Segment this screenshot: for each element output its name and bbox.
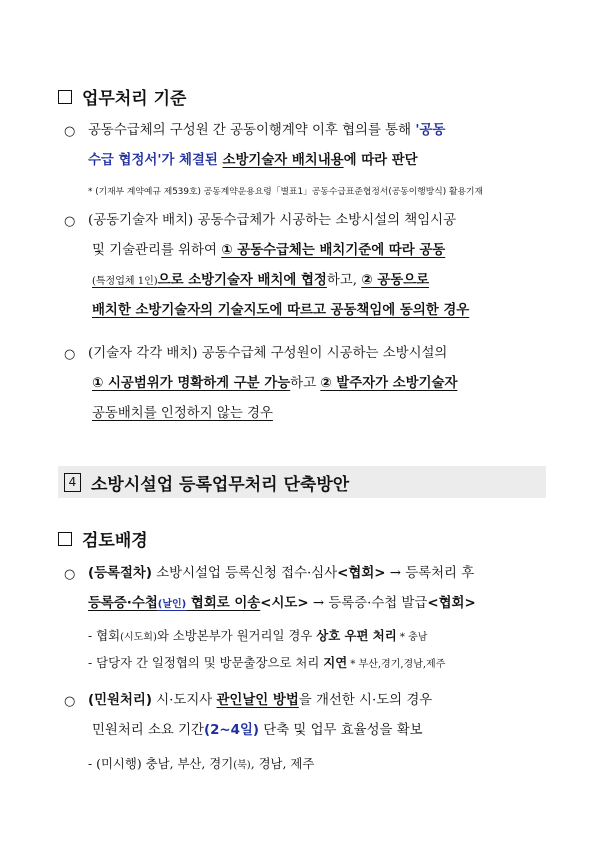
checkbox-square-icon xyxy=(58,90,72,104)
paragraph-line: 수급 협정서'가 체결된 소방기술자 배치내용에 따라 판단 xyxy=(88,153,418,168)
bullet-circle-icon: ○ xyxy=(64,124,76,139)
paragraph-line: ① 시공범위가 명확하게 구분 가능하고 ② 발주자가 소방기술자 xyxy=(92,376,458,391)
paragraph-line: 등록증·수첩(날인) 협회로 이송<시도> → 등록증·수첩 발급<협회> xyxy=(88,596,476,611)
paragraph-line: (공동기술자 배치) 공동수급체가 시공하는 소방시설의 책임시공 xyxy=(88,213,457,228)
paragraph-line: (특정업체 1인)으로 소방기술자 배치에 협정하고, ② 공동으로 xyxy=(92,273,430,288)
section-heading-criteria xyxy=(58,84,186,109)
checkbox-square-icon xyxy=(58,532,72,546)
paragraph-line: (민원처리) 시·도지사 관인날인 방법을 개선한 시·도의 경우 xyxy=(88,693,433,708)
bullet-circle-icon: ○ xyxy=(64,347,76,362)
dash-item: - 담당자 간 일정협의 및 방문출장으로 처리 지연 * 부산,경기,경남,제주 xyxy=(88,655,446,670)
section-number: 4 xyxy=(64,473,81,492)
bullet-circle-icon: ○ xyxy=(64,567,76,582)
paragraph-line: 배치한 소방기술자의 기술지도에 따르고 공동책임에 동의한 경우 xyxy=(92,303,470,318)
footnote: * (기재부 계약예규 제539호) 공동계약운용요령「별표1」공동수급표준협정서(공동이행방식) 활용기재 xyxy=(88,187,484,197)
section-title: 업무처리 기준 xyxy=(82,89,187,109)
numbered-section-bar xyxy=(58,466,546,498)
bullet-circle-icon: ○ xyxy=(64,214,76,229)
bullet-circle-icon: ○ xyxy=(64,694,76,709)
paragraph-line: (등록절차) 소방시설업 등록신청 접수·심사<협회> → 등록처리 후 xyxy=(88,566,475,581)
paragraph-line: (기술자 각각 배치) 공동수급체 구성원이 시공하는 소방시설의 xyxy=(88,346,448,361)
section-heading-background xyxy=(58,526,148,551)
paragraph-line: 공동수급체의 구성원 간 공동이행계약 이후 협의를 통해 '공동 xyxy=(88,123,446,138)
paragraph-line: 및 기술관리를 위하여 ① 공동수급체는 배치기준에 따라 공동 xyxy=(92,243,446,258)
paragraph-line: 공동배치를 인정하지 않는 경우 xyxy=(92,406,273,421)
section-title: 소방시설업 등록업무처리 단축방안 xyxy=(91,474,350,495)
dash-item: - (미시행) 충남, 부산, 경기(북), 경남, 제주 xyxy=(88,756,315,771)
paragraph-line: 민원처리 소요 기간(2~4일) 단축 및 업무 효율성을 확보 xyxy=(92,723,423,738)
dash-item: - 협회(시도회)와 소방본부가 원거리일 경우 상호 우편 처리 * 충남 xyxy=(88,628,428,643)
section-title: 검토배경 xyxy=(82,531,148,551)
